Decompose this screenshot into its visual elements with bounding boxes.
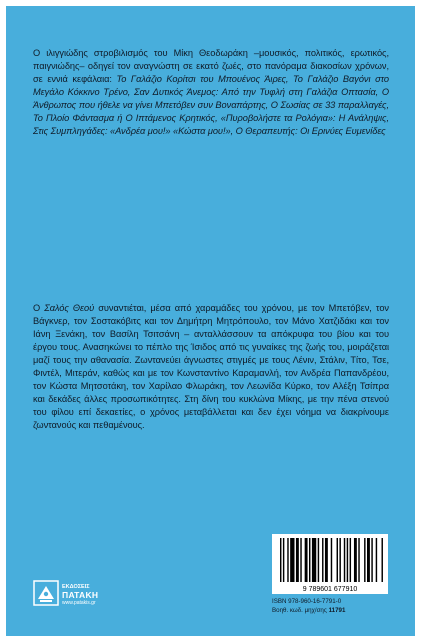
blurb-paragraph-intro bbox=[33, 47, 389, 138]
barcode-bar bbox=[364, 538, 365, 582]
internal-code-number: 11791 bbox=[328, 606, 346, 614]
barcode-bar bbox=[280, 538, 281, 582]
barcode-digits: 9 789601 677910 bbox=[302, 586, 358, 593]
barcode-bar bbox=[371, 538, 372, 582]
lead-article: Ο bbox=[33, 303, 45, 313]
barcode-bar bbox=[309, 538, 310, 582]
barcode-bar bbox=[347, 538, 348, 582]
barcode-bar bbox=[339, 538, 340, 582]
main-text: συναντιέται, μέσα από χαραμάδες του χρόνου, με τον Μπετόβεν, τον Βάγκνερ, τον Σοστακόβιτς και τον Δημήτρη Μητρόπουλο, τον Μάνο Χατζιδάκι και τον Ιάνη Ξενάκη, τον Βασίλη Τσιτσάνη – ανταλλάσσουν τα απόκρυφα του βίου και του έργου τους. Ανασηκώνει το πέπλο της Ίσιδος από τις γυναίκες της ζωής του, μοιράζεται μαζί τους την αθανασία. Ζωντανεύει άγνωστες στιγμές με τους Λένιν, Στάλιν, Τίτο, Τσε, Φιντέλ, Μιτεράν, καθώς και με τον Κωνσταντίνο Καραμανλή, τον Ανδρέα Παπανδρέου, τον Κώστα Μητσοτάκη, τον Χαρίλαο Φλωράκη, τον Λεωνίδα Κύρκο, τον Αλέξη Τσίπρα και δεκάδες άλλες προσωπικότητες. Στη δίνη του κυκλώνα Μίκης, με την πένα στενού του φίλου επί δεκαετίες, ο χρόνος μεταβάλλεται και δεν έχει νόημα να διακρίνουμε ζωντανούς και πεθαμένους. bbox=[33, 303, 390, 430]
barcode-bar bbox=[322, 538, 323, 582]
barcode-bar bbox=[367, 538, 370, 582]
barcode-bar bbox=[382, 538, 383, 582]
barcode-bar bbox=[350, 538, 351, 582]
publisher-brand: ΠΑΤΑΚΗ bbox=[62, 589, 99, 600]
barcode-bar bbox=[344, 538, 345, 582]
blurb-text-second bbox=[33, 302, 389, 432]
barcode-bar bbox=[376, 538, 377, 582]
blurb-text bbox=[33, 47, 389, 138]
barcode-bar bbox=[354, 538, 357, 582]
barcode-bar bbox=[318, 538, 319, 582]
publisher-name bbox=[62, 584, 98, 606]
barcode-bar bbox=[305, 538, 308, 582]
back-cover bbox=[6, 6, 415, 636]
publisher-emblem-icon bbox=[33, 580, 59, 606]
intro-text: Ο ιλιγγιώδης στροβιλισμός του Μίκη Θεοδωράκη –μουσικός, πολιτικός, ερωτικός, παιγνιώδης– οδηγεί τον αναγνώστη σε εκατό ζωές, στο πανόραμα διακοσίων χρόνων, σε εννιά κεφάλαια: bbox=[33, 48, 389, 84]
publisher-logo bbox=[33, 576, 113, 610]
publisher-line1: ΕΚΔΟΣΕΙΣ bbox=[62, 584, 90, 590]
internal-code-prefix: Βοηθ. κωδ. μηχ/σης bbox=[272, 606, 329, 614]
chapters-list: Το Γαλάζιο Κορίτσι του Μπουένος Άιρες, Το Γαλάζιο Βαγόνι στο Μεγάλο Κόκκινο Τρένο, Σαν Δυτικός Άνεμος: Από την Τυφλή στη Γαλάζια Οπτασία, Ο Άνθρωπος που ήθελε να γίνει Μπετόβεν συν Βοναπάρτης, Ο Σωσίας σε 33 παραλλαγές, Το Πλοίο Φάντασμα ή Ο Ιπτάμενος Κρητικός, «Πυροβολήστε τα Ρολόγια»: Η Ανάληψις, Στις Συμπληγάδες: «Ανδρέα μου!» «Κώστα μου!», Ο Θεραπευτής: Οι Ερινύες Ευμενίδες bbox=[33, 74, 389, 136]
isbn-barcode bbox=[272, 534, 388, 594]
barcode-bar bbox=[296, 538, 299, 582]
book-title-italic: Σαλός Θεού bbox=[44, 303, 95, 313]
blurb-paragraph-main bbox=[33, 302, 389, 432]
isbn-line: ISBN 978-960-16-7791-0 bbox=[272, 598, 342, 605]
barcode-bar bbox=[300, 538, 301, 582]
publisher-url: www.patakis.gr bbox=[62, 599, 96, 606]
barcode-bar bbox=[287, 538, 288, 582]
barcode-bar bbox=[312, 538, 316, 582]
barcode-bar bbox=[283, 538, 284, 582]
barcode-bar bbox=[337, 538, 338, 582]
internal-code bbox=[272, 607, 392, 616]
barcode-graphic bbox=[272, 534, 388, 594]
barcode-bar bbox=[325, 538, 328, 582]
barcode-bar bbox=[331, 538, 332, 582]
isbn-info bbox=[272, 598, 392, 615]
barcode-bar bbox=[290, 538, 294, 582]
barcode-bar bbox=[358, 538, 359, 582]
